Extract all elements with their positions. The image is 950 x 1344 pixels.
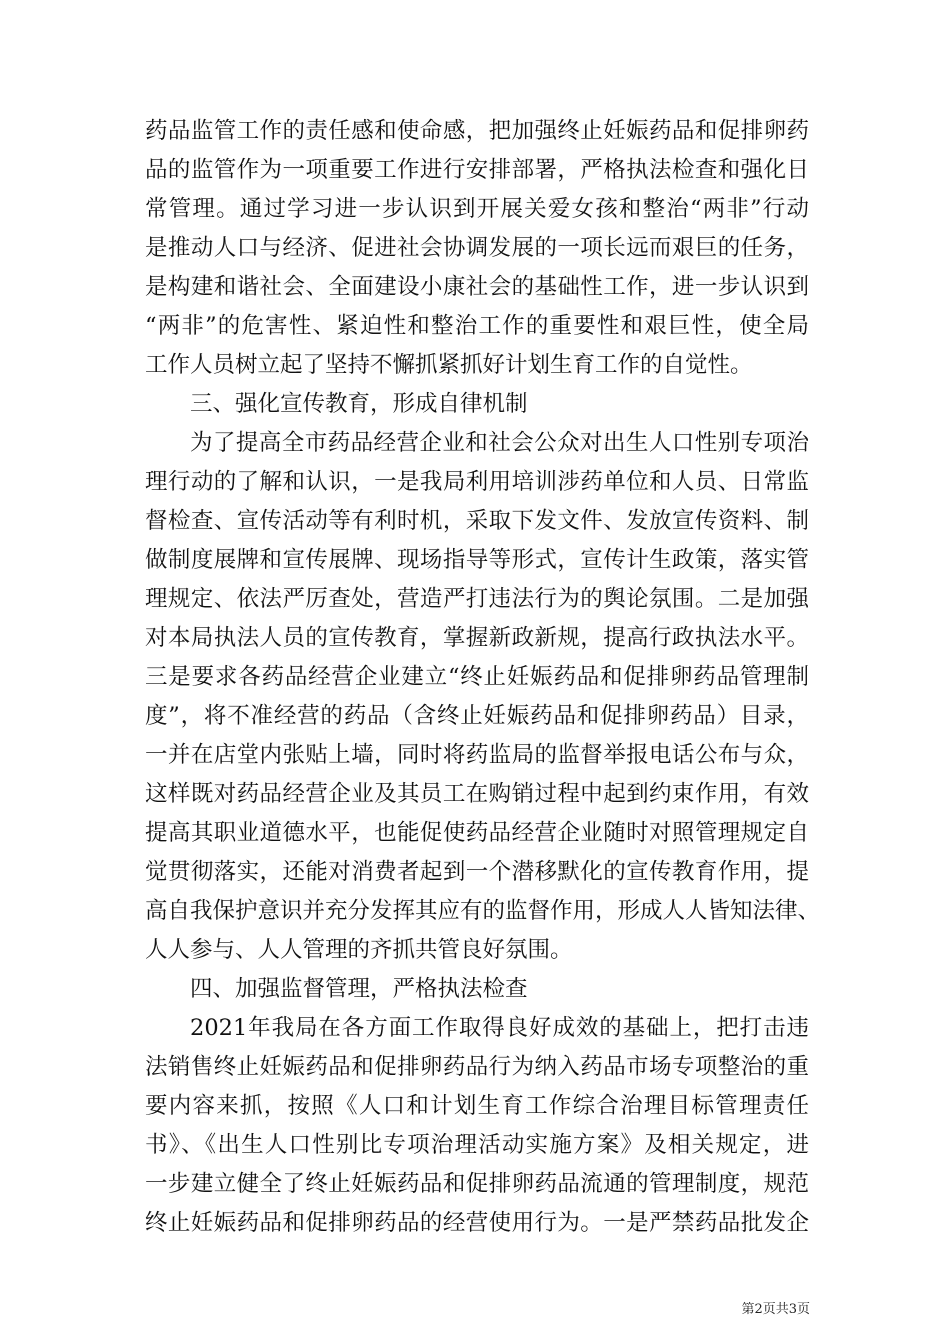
text-line: 品的监管作为一项重要工作进行安排部署，严格执法检查和强化日 [145, 157, 809, 183]
text-line: 法销售终止妊娠药品和促排卵药品行为纳入药品市场专项整治的重 [145, 1054, 809, 1080]
text-line: 做制度展牌和宣传展牌、现场指导等形式，宣传计生政策，落实管 [145, 547, 809, 573]
page-number: 第2页共3页 [741, 1302, 810, 1317]
text-line: 是构建和谐社会、全面建设小康社会的基础性工作，进一步认识到 [145, 274, 809, 300]
text-line: 高自我保护意识并充分发挥其应有的监督作用，形成人人皆知法律、 [145, 898, 821, 924]
text-line: 督检查、宣传活动等有利时机，采取下发文件、发放宣传资料、制 [145, 508, 809, 534]
text-line: 工作人员树立起了坚持不懈抓紧抓好计划生育工作的自觉性。 [145, 352, 753, 378]
text-line: 药品监管工作的责任感和使命感，把加强终止妊娠药品和促排卵药 [145, 118, 809, 144]
text-line: 常管理。通过学习进一步认识到开展关爱女孩和整治“两非”行动 [145, 196, 809, 222]
text-line: 觉贯彻落实，还能对消费者起到一个潜移默化的宣传教育作用，提 [145, 859, 809, 885]
text-line: 2021年我局在各方面工作取得良好成效的基础上，把打击违 [190, 1015, 809, 1041]
text-line: 对本局执法人员的宣传教育，掌握新政新规，提高行政执法水平。 [145, 625, 809, 651]
text-line: 一步建立健全了终止妊娠药品和促排卵药品流通的管理制度，规范 [145, 1171, 809, 1197]
section-heading: 四、加强监督管理，严格执法检查 [190, 976, 528, 1002]
text-line: “两非”的危害性、紧迫性和整治工作的重要性和艰巨性，使全局 [145, 313, 809, 339]
text-line: 度”，将不准经营的药品（含终止妊娠药品和促排卵药品）目录， [145, 703, 809, 729]
text-line: 理行动的了解和认识，一是我局利用培训涉药单位和人员、日常监 [145, 469, 809, 495]
text-line: 终止妊娠药品和促排卵药品的经营使用行为。一是严禁药品批发企 [145, 1210, 809, 1236]
text-line: 要内容来抓，按照《人口和计划生育工作综合治理目标管理责任 [145, 1093, 809, 1119]
text-line: 书》、《出生人口性别比专项治理活动实施方案》及相关规定，进 [145, 1132, 809, 1158]
text-line: 三是要求各药品经营企业建立“终止妊娠药品和促排卵药品管理制 [145, 664, 809, 690]
document-body [145, 112, 821, 1243]
text-line: 一并在店堂内张贴上墙，同时将药监局的监督举报电话公布与众， [145, 742, 809, 768]
text-line: 提高其职业道德水平，也能促使药品经营企业随时对照管理规定自 [145, 820, 809, 846]
text-line: 这样既对药品经营企业及其员工在购销过程中起到约束作用，有效 [145, 781, 809, 807]
text-line: 是推动人口与经济、促进社会协调发展的一项长远而艰巨的任务， [145, 235, 809, 261]
text-line: 为了提高全市药品经营企业和社会公众对出生人口性别专项治 [190, 430, 809, 456]
section-heading: 三、强化宣传教育，形成自律机制 [190, 391, 528, 417]
text-line: 人人参与、人人管理的齐抓共管良好氛围。 [145, 937, 573, 963]
page-footer [0, 1302, 950, 1318]
text-line: 理规定、依法严厉查处，营造严打违法行为的舆论氛围。二是加强 [145, 586, 809, 612]
